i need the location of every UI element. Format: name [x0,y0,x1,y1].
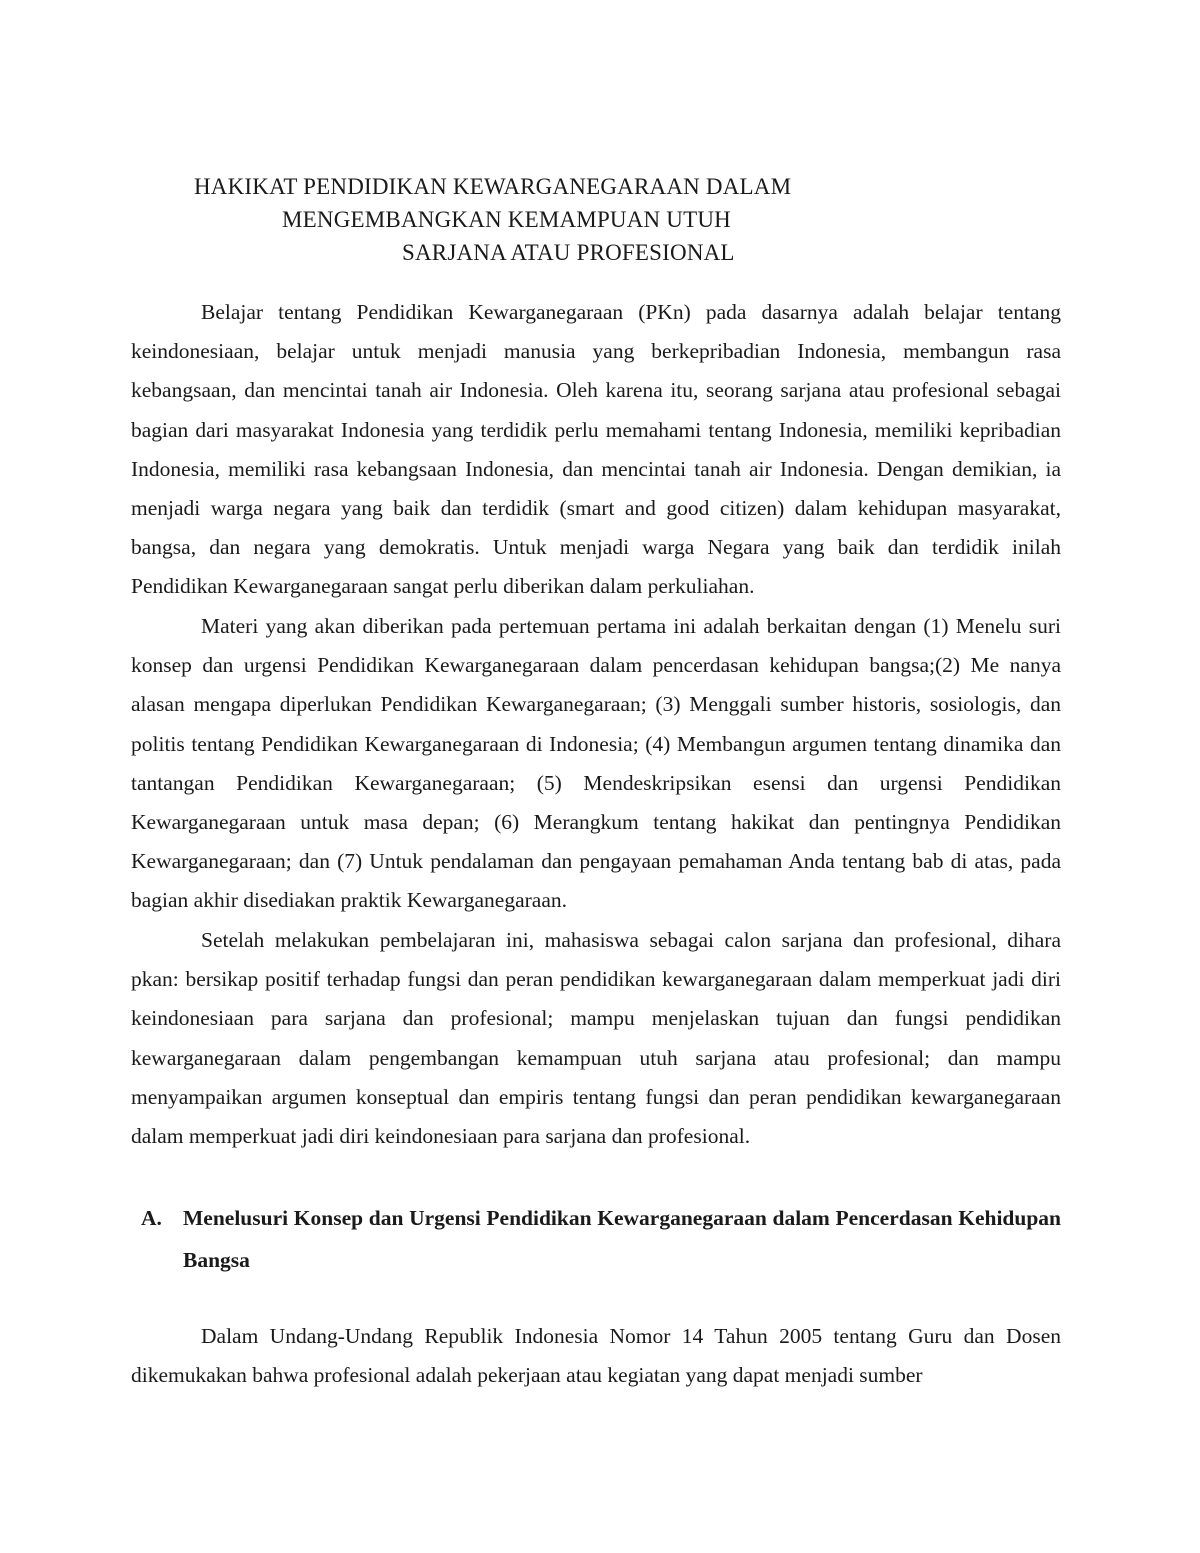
title-line-2: MENGEMBANGKAN KEMAMPUAN UTUH [282,207,731,232]
section-letter: A. [141,1206,162,1230]
title-line-3: SARJANA ATAU PROFESIONAL [402,240,735,265]
section-heading-text: Menelusuri Konsep dan Urgensi Pendidikan Kewarganegaraan dalam Pencerdasan Kehidupan Bangsa [183,1206,1061,1272]
document-title [150,170,1050,269]
paragraph-section-a: Dalam Undang-Undang Republik Indonesia Nomor 14 Tahun 2005 tentang Guru dan Dosen dikemukakan bahwa profesional adalah pekerjaan atau kegiatan yang dapat menjadi sumber [131,1324,1061,1388]
title-line-1: HAKIKAT PENDIDIKAN KEWARGANEGARAAN DALAM [194,174,792,199]
paragraph-objectives: Setelah melakukan pembelajaran ini, mahasiswa sebagai calon sarjana dan profesional, dihara pkan: bersikap positif terhadap fungsi dan peran pendidikan kewarganegaraan dalam memperkuat jadi diri keindonesiaan para sarjana dan profesional; mampu menjelaskan tujuan dan fungsi pendidikan kewarganegaraan dalam pengembangan kemampuan utuh sarjana atau profesional; dan mampu menyampaikan argumen konseptual dan empiris tentang fungsi dan peran pendidikan kewarganegaraan dalam memperkuat jadi diri keindonesiaan para sarjana dan profesional. [131,928,1061,1149]
paragraph-intro: Belajar tentang Pendidikan Kewarganegaraan (PKn) pada dasarnya adalah belajar tentang keindonesiaan, belajar untuk menjadi manusia yang berkepribadian Indonesia, membangun rasa kebangsaan, dan mencintai tanah air Indonesia. Oleh karena itu, seorang sarjana atau profesional sebagai bagian dari masyarakat Indonesia yang terdidik perlu memahami tentang Indonesia, memiliki kepribadian Indonesia, memiliki rasa kebangsaan Indonesia, dan mencintai tanah air Indonesia. Dengan demikian, ia menjadi warga negara yang baik dan terdidik (smart and good citizen) dalam kehidupan masyarakat, bangsa, dan negara yang demokratis. Untuk menjadi warga Negara yang baik dan terdidik inilah Pendidikan Kewarganegaraan sangat perlu diberikan dalam perkuliahan. [131,300,1061,599]
paragraph-materials: Materi yang akan diberikan pada pertemuan pertama ini adalah berkaitan dengan (1) Menelu suri konsep dan urgensi Pendidikan Kewarganegaraan dalam pencerdasan kehidupan bangsa;(2) Me nanya alasan mengapa diperlukan Pendidikan Kewarganegaraan; (3) Menggali sumber historis, sosiologis, dan politis tentang Pendidikan Kewarganegaraan di Indonesia; (4) Membangun argumen tentang dinamika dan tantangan Pendidikan Kewarganegaraan; (5) Mendeskripsikan esensi dan urgensi Pendidikan Kewarganegaraan untuk masa depan; (6) Merangkum tentang hakikat dan pentingnya Pendidikan Kewarganegaraan; dan (7) Untuk pendalaman dan pengayaan pemahaman Anda tentang bab di atas, pada bagian akhir disediakan praktik Kewarganegaraan. [131,614,1061,913]
section-heading [131,1197,1061,1281]
